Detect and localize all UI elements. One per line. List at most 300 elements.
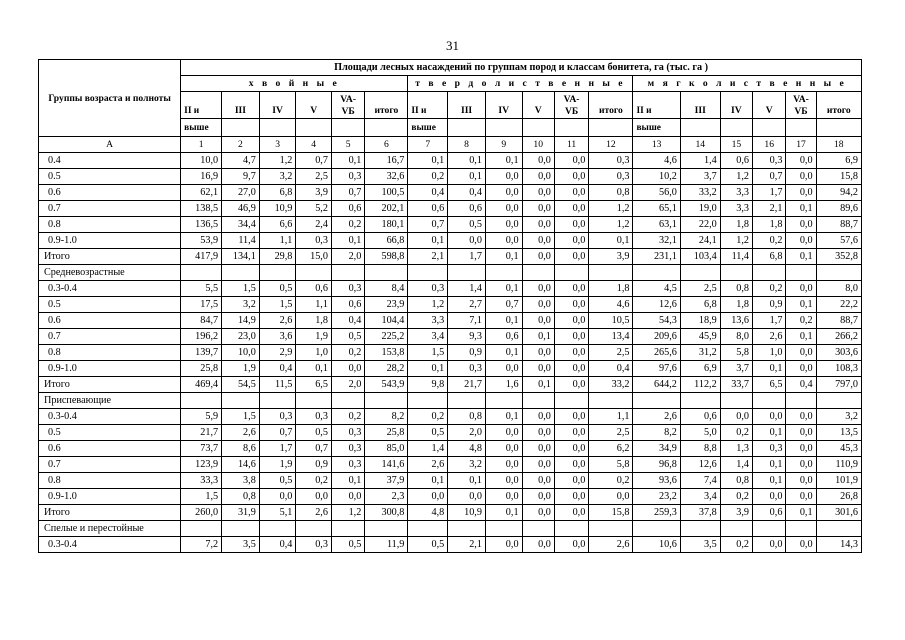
value-cell: 14,3 <box>816 537 861 553</box>
value-cell: 0,1 <box>786 505 816 521</box>
value-cell: 2,7 <box>448 297 486 313</box>
value-cell: 1,3 <box>720 441 752 457</box>
value-cell: 21,7 <box>448 377 486 393</box>
value-cell: 1,5 <box>181 489 222 505</box>
value-cell: 8,0 <box>720 329 752 345</box>
value-cell: 29,8 <box>259 249 296 265</box>
value-cell: 33,2 <box>680 185 720 201</box>
value-cell: 2,3 <box>365 489 408 505</box>
value-cell: 0,6 <box>680 409 720 425</box>
value-cell <box>522 265 554 281</box>
value-cell: 0,0 <box>485 217 522 233</box>
value-cell: 0,0 <box>522 249 554 265</box>
value-cell: 22,2 <box>816 297 861 313</box>
column-number: 7 <box>408 137 448 153</box>
value-cell: 3,3 <box>408 313 448 329</box>
table-row <box>39 457 862 473</box>
value-cell: 25,8 <box>365 425 408 441</box>
value-cell: 0,2 <box>296 473 332 489</box>
value-cell: 153,8 <box>365 345 408 361</box>
value-cell: 0,1 <box>408 233 448 249</box>
value-cell: 33,7 <box>720 377 752 393</box>
value-cell: 0,0 <box>554 249 588 265</box>
value-cell: 5,8 <box>589 457 633 473</box>
value-cell: 3,3 <box>720 201 752 217</box>
value-cell: 0,1 <box>485 281 522 297</box>
value-cell: 3,9 <box>720 505 752 521</box>
value-cell: 13,6 <box>720 313 752 329</box>
row-label: 0.6 <box>39 185 181 201</box>
value-cell: 0,1 <box>408 153 448 169</box>
value-cell <box>331 521 364 537</box>
value-cell <box>786 393 816 409</box>
bonitet-header: V <box>296 92 332 119</box>
value-cell: 11,4 <box>720 249 752 265</box>
value-cell: 0,3 <box>296 537 332 553</box>
value-cell: 6,9 <box>816 153 861 169</box>
row-label: 0.9-1.0 <box>39 489 181 505</box>
value-cell <box>222 265 260 281</box>
value-cell: 0,0 <box>448 233 486 249</box>
value-cell: 0,1 <box>331 473 364 489</box>
value-cell: 1,1 <box>259 233 296 249</box>
value-cell: 11,5 <box>259 377 296 393</box>
empty-cell <box>680 119 720 137</box>
value-cell: 3,4 <box>408 329 448 345</box>
table-row <box>39 409 862 425</box>
value-cell: 0,6 <box>296 281 332 297</box>
value-cell: 31,9 <box>222 505 260 521</box>
group-header: Группы возраста и полноты <box>39 60 181 137</box>
row-label: 0.7 <box>39 457 181 473</box>
value-cell: 138,5 <box>181 201 222 217</box>
value-cell: 0,2 <box>753 233 786 249</box>
table-row <box>39 537 862 553</box>
value-cell: 231,1 <box>633 249 680 265</box>
value-cell: 1,9 <box>222 361 260 377</box>
table-row <box>39 201 862 217</box>
value-cell: 644,2 <box>633 377 680 393</box>
value-cell: 0,0 <box>485 361 522 377</box>
value-cell: 0,4 <box>786 377 816 393</box>
table-row <box>39 473 862 489</box>
value-cell: 0,0 <box>485 425 522 441</box>
value-cell: 18,9 <box>680 313 720 329</box>
value-cell: 0,1 <box>786 297 816 313</box>
value-cell: 0,0 <box>554 489 588 505</box>
table-row <box>39 441 862 457</box>
value-cell <box>296 521 332 537</box>
value-cell: 0,4 <box>259 361 296 377</box>
value-cell: 7,2 <box>181 537 222 553</box>
value-cell: 0,7 <box>485 297 522 313</box>
value-cell: 0,0 <box>786 233 816 249</box>
value-cell: 45,3 <box>816 441 861 457</box>
row-label: 0.3-0.4 <box>39 409 181 425</box>
value-cell: 0,3 <box>589 153 633 169</box>
value-cell: 1,7 <box>448 249 486 265</box>
value-cell: 3,9 <box>296 185 332 201</box>
value-cell: 88,7 <box>816 313 861 329</box>
value-cell: 53,9 <box>181 233 222 249</box>
bonitet-header: II и <box>181 92 222 119</box>
value-cell: 0,1 <box>408 473 448 489</box>
value-cell <box>222 393 260 409</box>
value-cell: 0,1 <box>786 329 816 345</box>
value-cell: 6,8 <box>259 185 296 201</box>
value-cell: 6,5 <box>753 377 786 393</box>
value-cell: 5,5 <box>181 281 222 297</box>
row-label: 0.5 <box>39 297 181 313</box>
column-number: 11 <box>554 137 588 153</box>
row-label: 0.8 <box>39 473 181 489</box>
value-cell: 0,0 <box>522 297 554 313</box>
empty-cell <box>554 119 588 137</box>
bonitet-header: IV <box>485 92 522 119</box>
value-cell: 0,3 <box>589 169 633 185</box>
value-cell: 84,7 <box>181 313 222 329</box>
value-cell: 5,8 <box>720 345 752 361</box>
value-cell: 0,0 <box>753 489 786 505</box>
value-cell: 4,8 <box>408 505 448 521</box>
value-cell: 417,9 <box>181 249 222 265</box>
value-cell: 10,2 <box>633 169 680 185</box>
value-cell: 0,8 <box>720 281 752 297</box>
value-cell: 101,9 <box>816 473 861 489</box>
value-cell: 6,6 <box>259 217 296 233</box>
column-number: 14 <box>680 137 720 153</box>
value-cell: 0,3 <box>753 153 786 169</box>
value-cell: 0,4 <box>259 537 296 553</box>
value-cell: 3,5 <box>222 537 260 553</box>
value-cell: 6,5 <box>296 377 332 393</box>
value-cell: 11,4 <box>222 233 260 249</box>
empty-cell <box>485 119 522 137</box>
value-cell: 0,0 <box>554 537 588 553</box>
value-cell: 10,9 <box>448 505 486 521</box>
value-cell: 0,2 <box>331 409 364 425</box>
section-row <box>39 393 862 409</box>
value-cell: 0,1 <box>753 473 786 489</box>
value-cell: 94,2 <box>816 185 861 201</box>
value-cell: 0,3 <box>331 425 364 441</box>
value-cell: 1,2 <box>589 201 633 217</box>
value-cell <box>296 393 332 409</box>
value-cell: 0,0 <box>786 217 816 233</box>
value-cell: 0,0 <box>589 489 633 505</box>
value-cell <box>222 521 260 537</box>
value-cell <box>259 265 296 281</box>
value-cell: 0,1 <box>485 345 522 361</box>
value-cell: 112,2 <box>680 377 720 393</box>
value-cell: 0,6 <box>485 329 522 345</box>
value-cell: 0,0 <box>522 233 554 249</box>
value-cell: 0,0 <box>485 489 522 505</box>
column-number: 4 <box>296 137 332 153</box>
value-cell: 0,2 <box>331 217 364 233</box>
value-cell: 15,8 <box>816 169 861 185</box>
value-cell: 25,8 <box>181 361 222 377</box>
value-cell: 0,1 <box>522 377 554 393</box>
value-cell: 3,7 <box>720 361 752 377</box>
value-cell: 0,0 <box>259 489 296 505</box>
value-cell: 0,7 <box>408 217 448 233</box>
value-cell: 0,2 <box>408 169 448 185</box>
value-cell <box>181 265 222 281</box>
value-cell: 2,5 <box>589 345 633 361</box>
value-cell: 0,7 <box>331 185 364 201</box>
value-cell: 0,1 <box>786 201 816 217</box>
value-cell: 93,6 <box>633 473 680 489</box>
value-cell: 0,0 <box>485 473 522 489</box>
column-number: 16 <box>753 137 786 153</box>
column-number: 12 <box>589 137 633 153</box>
value-cell <box>554 265 588 281</box>
value-cell <box>720 265 752 281</box>
row-label: 0.5 <box>39 425 181 441</box>
value-cell: 0,0 <box>522 505 554 521</box>
value-cell: 469,4 <box>181 377 222 393</box>
value-cell: 139,7 <box>181 345 222 361</box>
value-cell: 0,0 <box>554 425 588 441</box>
bonitet-header: V <box>522 92 554 119</box>
value-cell: 8,0 <box>816 281 861 297</box>
bonitet-header: III <box>680 92 720 119</box>
value-cell: 54,3 <box>633 313 680 329</box>
column-number: А <box>39 137 181 153</box>
value-cell: 0,0 <box>522 153 554 169</box>
value-cell: 0,6 <box>448 201 486 217</box>
value-cell: 0,0 <box>786 169 816 185</box>
value-cell: 303,6 <box>816 345 861 361</box>
value-cell <box>589 521 633 537</box>
value-cell: 0,1 <box>485 249 522 265</box>
row-label: 0.7 <box>39 329 181 345</box>
value-cell: 266,2 <box>816 329 861 345</box>
group-conifer: х в о й н ы е <box>181 76 408 92</box>
value-cell <box>181 393 222 409</box>
value-cell: 0,0 <box>786 409 816 425</box>
value-cell: 1,6 <box>485 377 522 393</box>
empty-cell <box>259 119 296 137</box>
value-cell: 196,2 <box>181 329 222 345</box>
value-cell <box>680 393 720 409</box>
value-cell: 0,0 <box>554 153 588 169</box>
column-number: 9 <box>485 137 522 153</box>
total-row <box>39 377 862 393</box>
value-cell: 1,9 <box>296 329 332 345</box>
value-cell: 2,6 <box>633 409 680 425</box>
value-cell: 56,0 <box>633 185 680 201</box>
value-cell: 0,0 <box>554 329 588 345</box>
value-cell <box>408 521 448 537</box>
value-cell <box>753 265 786 281</box>
value-cell <box>485 265 522 281</box>
value-cell: 1,5 <box>408 345 448 361</box>
table-title: Площади лесных насаждений по группам пород и классам бонитета, га (тыс. га ) <box>181 60 862 76</box>
value-cell: 3,3 <box>720 185 752 201</box>
bonitet-header: III <box>222 92 260 119</box>
value-cell: 0,0 <box>522 441 554 457</box>
value-cell: 0,0 <box>331 489 364 505</box>
value-cell: 0,8 <box>222 489 260 505</box>
value-cell: 14,9 <box>222 313 260 329</box>
column-number: 2 <box>222 137 260 153</box>
value-cell: 0,0 <box>448 489 486 505</box>
column-number: 3 <box>259 137 296 153</box>
value-cell: 3,2 <box>816 409 861 425</box>
row-label: 0.5 <box>39 169 181 185</box>
value-cell <box>554 393 588 409</box>
value-cell: 0,0 <box>753 537 786 553</box>
value-cell: 0,0 <box>485 185 522 201</box>
value-cell <box>720 393 752 409</box>
value-cell: 0,1 <box>485 313 522 329</box>
value-cell: 0,5 <box>331 329 364 345</box>
value-cell: 0,6 <box>331 297 364 313</box>
value-cell: 5,9 <box>181 409 222 425</box>
value-cell: 88,7 <box>816 217 861 233</box>
value-cell: 0,0 <box>786 281 816 297</box>
value-cell: 22,0 <box>680 217 720 233</box>
row-label: 0.4 <box>39 153 181 169</box>
value-cell: 301,6 <box>816 505 861 521</box>
value-cell <box>448 393 486 409</box>
value-cell <box>408 265 448 281</box>
value-cell: 3,2 <box>448 457 486 473</box>
value-cell: 110,9 <box>816 457 861 473</box>
value-cell: 0,0 <box>554 457 588 473</box>
value-cell: 1,2 <box>408 297 448 313</box>
value-cell: 62,1 <box>181 185 222 201</box>
value-cell: 97,6 <box>633 361 680 377</box>
value-cell: 0,5 <box>296 425 332 441</box>
value-cell: 10,0 <box>181 153 222 169</box>
row-label: 0.6 <box>39 441 181 457</box>
table-row <box>39 233 862 249</box>
value-cell: 1,2 <box>720 169 752 185</box>
section-row <box>39 265 862 281</box>
value-cell: 32,6 <box>365 169 408 185</box>
value-cell: 89,6 <box>816 201 861 217</box>
value-cell <box>753 393 786 409</box>
value-cell: 0,2 <box>720 425 752 441</box>
value-cell: 0,0 <box>554 217 588 233</box>
value-cell: 0,3 <box>753 441 786 457</box>
value-cell: 0,0 <box>554 169 588 185</box>
value-cell: 104,4 <box>365 313 408 329</box>
row-label: 0.3-0.4 <box>39 537 181 553</box>
value-cell: 0,5 <box>259 473 296 489</box>
value-cell <box>448 265 486 281</box>
value-cell: 57,6 <box>816 233 861 249</box>
empty-cell <box>816 119 861 137</box>
value-cell: 0,0 <box>296 489 332 505</box>
column-number: 6 <box>365 137 408 153</box>
above-label: выше <box>408 119 448 137</box>
column-number: 18 <box>816 137 861 153</box>
value-cell <box>633 521 680 537</box>
value-cell: 8,2 <box>365 409 408 425</box>
value-cell: 0,0 <box>522 313 554 329</box>
column-number: 17 <box>786 137 816 153</box>
value-cell <box>633 265 680 281</box>
value-cell: 0,3 <box>331 281 364 297</box>
value-cell: 2,1 <box>753 201 786 217</box>
value-cell: 0,1 <box>448 153 486 169</box>
value-cell: 0,0 <box>554 505 588 521</box>
value-cell <box>408 393 448 409</box>
value-cell: 63,1 <box>633 217 680 233</box>
value-cell: 2,5 <box>589 425 633 441</box>
value-cell: 0,3 <box>259 409 296 425</box>
value-cell <box>720 521 752 537</box>
bonitet-header: IV <box>720 92 752 119</box>
value-cell: 0,0 <box>522 345 554 361</box>
value-cell: 32,1 <box>633 233 680 249</box>
value-cell: 0,0 <box>485 537 522 553</box>
value-cell: 28,2 <box>365 361 408 377</box>
value-cell: 37,8 <box>680 505 720 521</box>
value-cell: 0,1 <box>786 249 816 265</box>
value-cell <box>365 521 408 537</box>
value-cell: 0,0 <box>331 361 364 377</box>
value-cell: 45,9 <box>680 329 720 345</box>
value-cell: 0,2 <box>589 473 633 489</box>
column-number: 13 <box>633 137 680 153</box>
value-cell: 1,4 <box>448 281 486 297</box>
value-cell: 0,1 <box>485 409 522 425</box>
value-cell: 0,0 <box>786 361 816 377</box>
value-cell: 0,1 <box>448 169 486 185</box>
value-cell: 66,8 <box>365 233 408 249</box>
table-row <box>39 345 862 361</box>
value-cell: 0,4 <box>448 185 486 201</box>
value-cell: 1,7 <box>753 185 786 201</box>
value-cell: 0,3 <box>331 169 364 185</box>
row-label: 0.9-1.0 <box>39 361 181 377</box>
value-cell <box>259 393 296 409</box>
value-cell: 2,9 <box>259 345 296 361</box>
value-cell: 0,0 <box>522 425 554 441</box>
value-cell: 1,2 <box>259 153 296 169</box>
value-cell: 0,0 <box>522 169 554 185</box>
value-cell: 1,8 <box>589 281 633 297</box>
value-cell: 0,1 <box>522 329 554 345</box>
table-row <box>39 185 862 201</box>
value-cell: 8,4 <box>365 281 408 297</box>
value-cell: 0,0 <box>786 489 816 505</box>
bonitet-header: IV <box>259 92 296 119</box>
value-cell: 3,4 <box>680 489 720 505</box>
value-cell: 0,3 <box>408 281 448 297</box>
value-cell: 0,6 <box>331 201 364 217</box>
value-cell: 0,7 <box>259 425 296 441</box>
value-cell: 26,8 <box>816 489 861 505</box>
value-cell: 3,6 <box>259 329 296 345</box>
value-cell <box>259 521 296 537</box>
value-cell: 0,0 <box>522 489 554 505</box>
total-row <box>39 249 862 265</box>
value-cell: 23,9 <box>365 297 408 313</box>
value-cell: 0,0 <box>554 361 588 377</box>
value-cell: 33,2 <box>589 377 633 393</box>
value-cell: 3,5 <box>680 537 720 553</box>
value-cell: 6,8 <box>680 297 720 313</box>
value-cell: 0,1 <box>753 457 786 473</box>
value-cell: 797,0 <box>816 377 861 393</box>
value-cell: 0,0 <box>485 233 522 249</box>
